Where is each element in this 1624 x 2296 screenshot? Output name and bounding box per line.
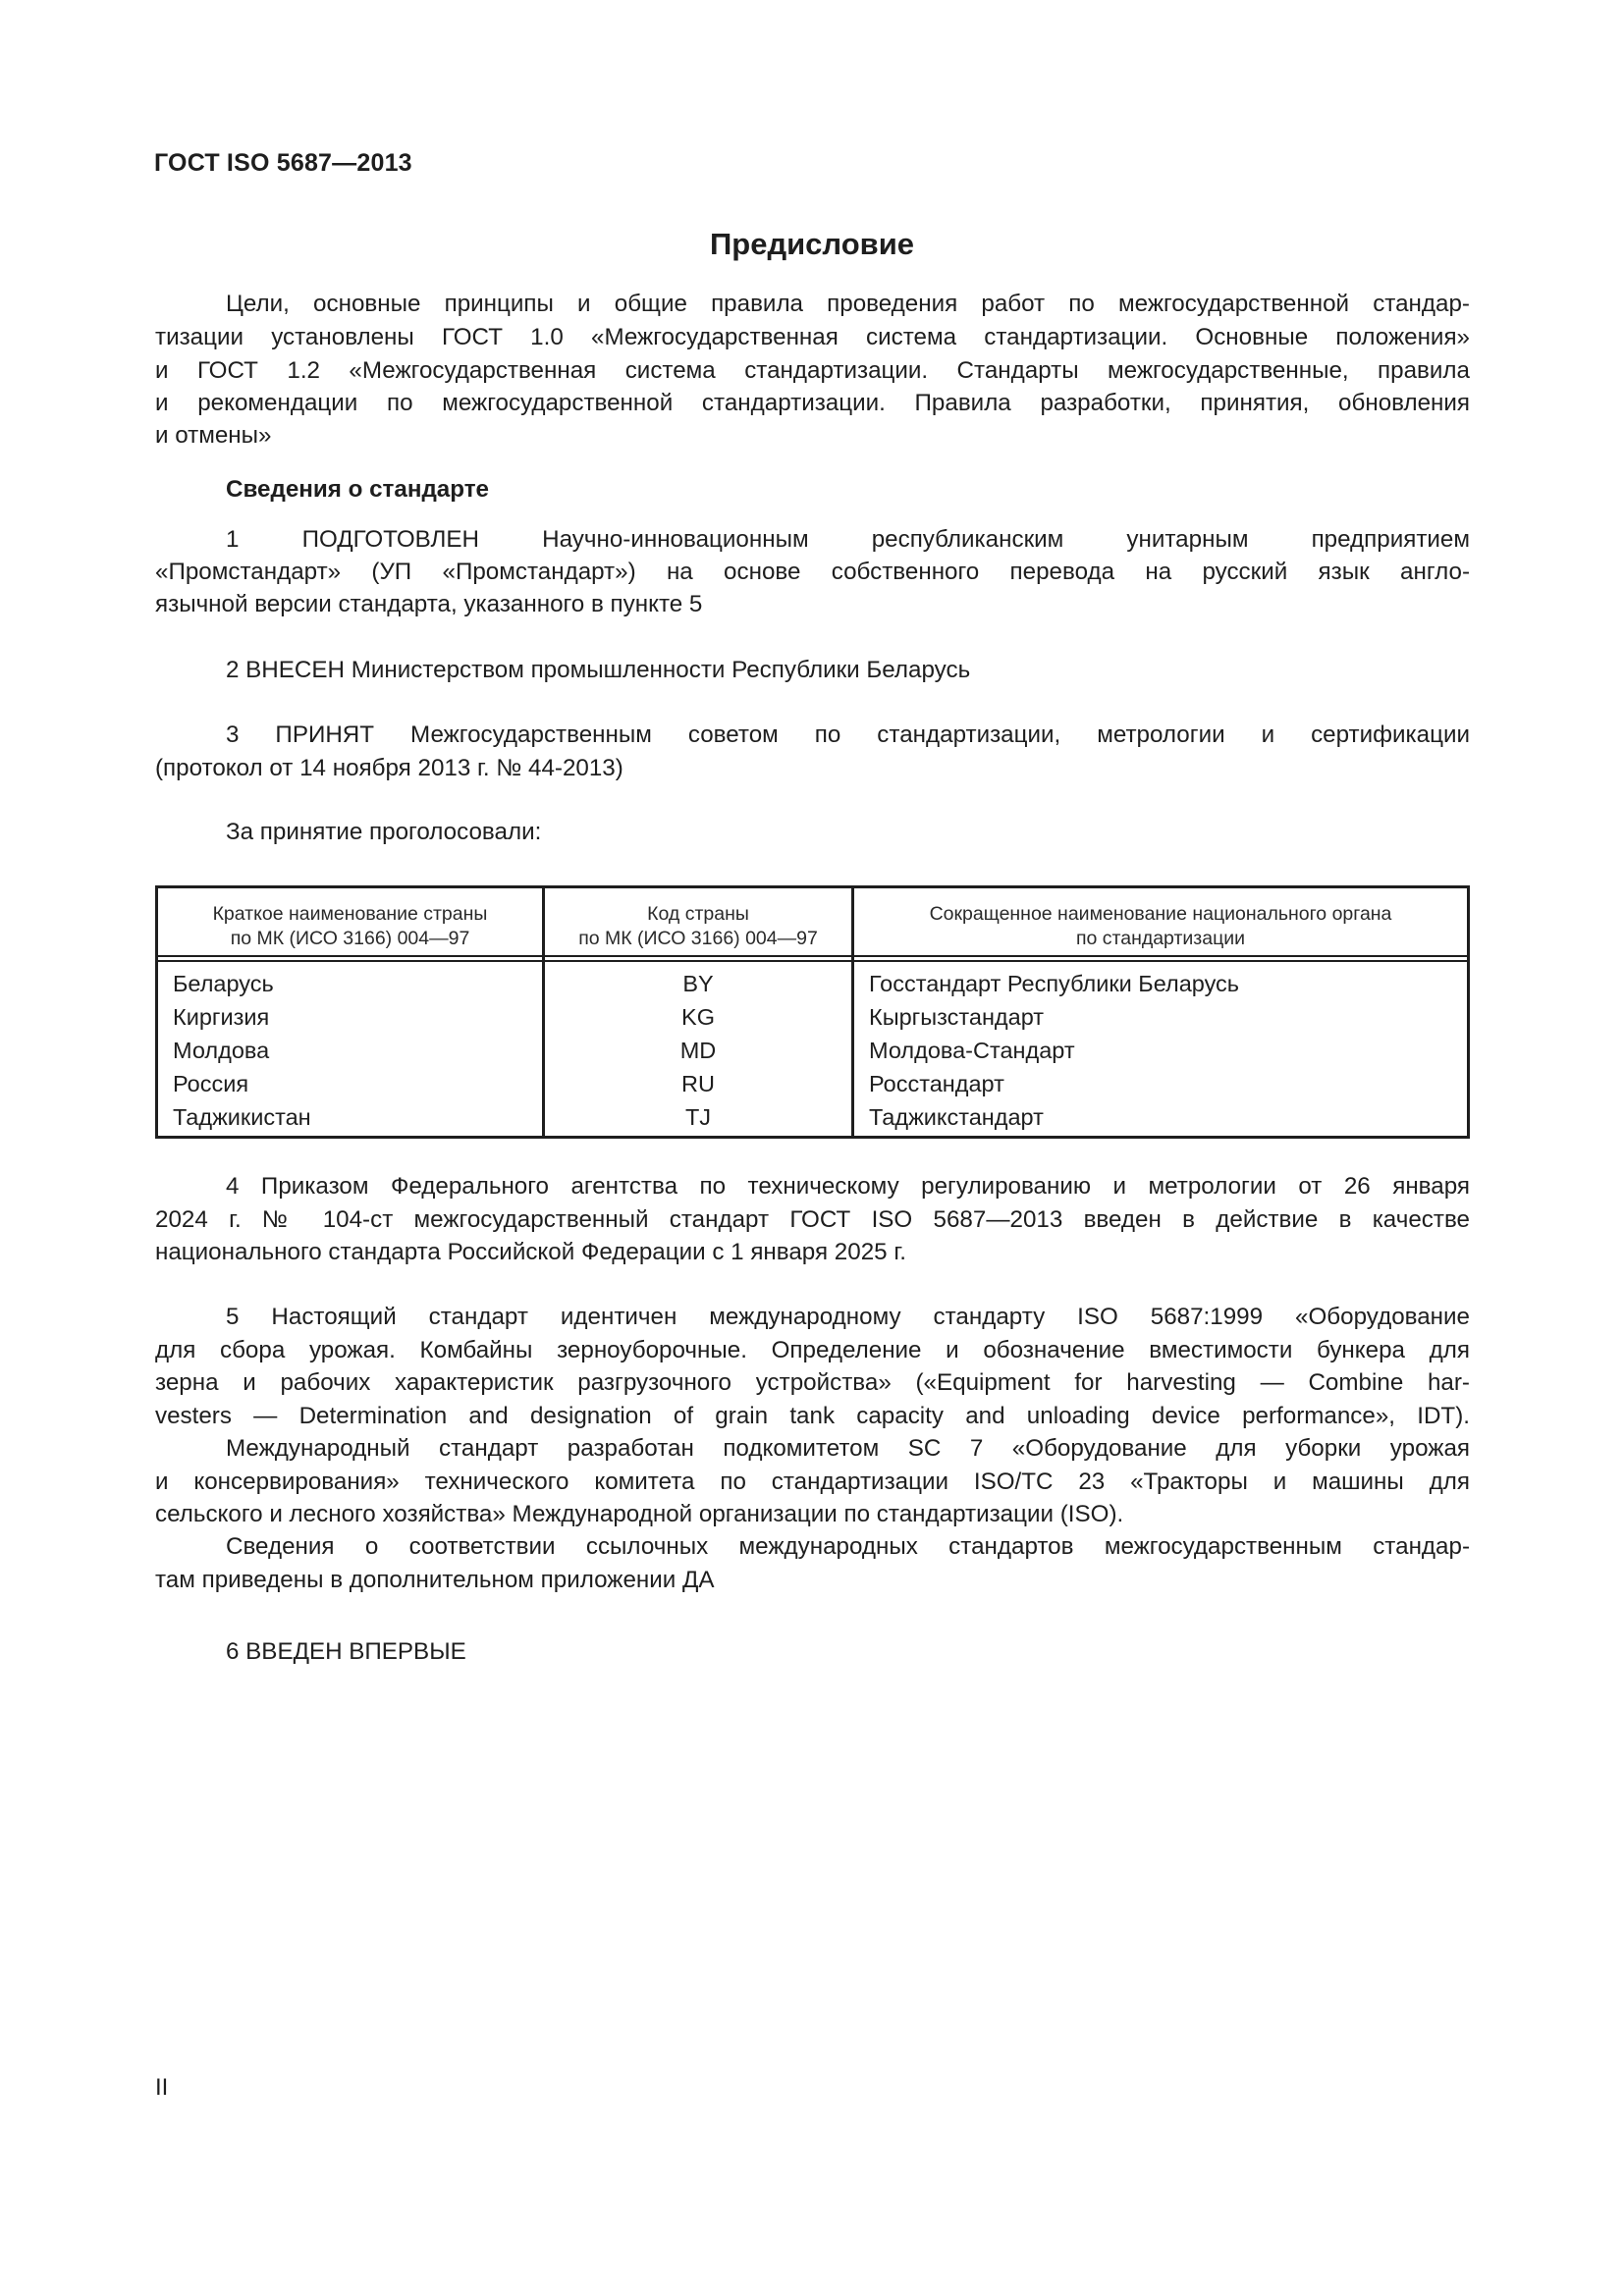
cell-body: Кыргызстандарт <box>869 1004 1045 1030</box>
cell-code: BY <box>682 971 714 996</box>
item-6-paragraph: 6 ВВЕДЕН ВПЕРВЫЕ <box>226 1638 466 1665</box>
cell-body: Госстандарт Республики Беларусь <box>869 971 1240 996</box>
text-line: vesters — Determination and designation of grain tank capacity and unloading device performance», IDT). <box>155 1403 1470 1429</box>
cell-code: RU <box>681 1071 715 1096</box>
text-line: тизации установлены ГОСТ 1.0 «Межгосударственная система стандартизации. Основные положения» <box>155 324 1470 350</box>
cell-body: Молдова-Стандарт <box>869 1038 1075 1063</box>
header-rule <box>158 955 1467 957</box>
text-line: 5 Настоящий стандарт идентичен международному стандарту ISO 5687:1999 «Оборудование <box>226 1304 1470 1330</box>
cell-code: MD <box>679 1038 717 1063</box>
document-code: ГОСТ ISO 5687—2013 <box>154 149 412 177</box>
item-2-paragraph: 2 ВНЕСЕН Министерством промышленности Республики Беларусь <box>226 657 971 683</box>
cell-country: Киргизия <box>173 1004 270 1030</box>
text-line: национального стандарта Российской Федерации с 1 января 2025 г. <box>155 1239 906 1265</box>
text-line: там приведены в дополнительном приложении ДА <box>155 1567 715 1593</box>
cell-code: KG <box>681 1004 715 1030</box>
cell-code: TJ <box>684 1104 712 1130</box>
cell-country: Таджикистан <box>173 1104 311 1130</box>
text-line: Международный стандарт разработан подкомитетом SC 7 «Оборудование для уборки урожая <box>226 1435 1470 1462</box>
cell-body: Росстандарт <box>869 1071 1004 1096</box>
page-number: II <box>155 2074 169 2101</box>
table-header-code: Код страны по МК (ИСО 3166) 004—97 <box>578 903 818 949</box>
cell-body: Таджикстандарт <box>869 1104 1044 1130</box>
page-title: Предисловие <box>709 227 914 261</box>
table-header-body: Сокращенное наименование национального органа по стандартизации <box>929 903 1392 949</box>
text-line: и рекомендации по межгосударственной стандартизации. Правила разработки, принятия, обновления <box>155 390 1470 416</box>
section-heading: Сведения о стандарте <box>226 476 489 503</box>
text-line: и консервирования» технического комитета по стандартизации ISO/TC 23 «Тракторы и машины для <box>155 1468 1470 1495</box>
text-line: 1 ПОДГОТОВЛЕН Научно-инновационным республиканским унитарным предприятием <box>226 526 1470 553</box>
text-line: Сведения о соответствии ссылочных международных стандартов межгосударственным стандар- <box>226 1533 1470 1560</box>
table-header-country: Краткое наименование страны по МК (ИСО 3166) 004—97 <box>212 903 488 949</box>
text-line: зерна и рабочих характеристик разгрузочного устройства» («Equipment for harvesting — Combine har- <box>155 1369 1470 1396</box>
text-line: сельского и лесного хозяйства» Международной организации по стандартизации (ISO). <box>155 1501 1124 1527</box>
text-line: для сбора урожая. Комбайны зерноуборочные. Определение и обозначение вместимости бункера для <box>155 1337 1470 1363</box>
text-line: 3 ПРИНЯТ Межгосударственным советом по стандартизации, метрологии и сертификации <box>226 721 1470 748</box>
cell-country: Беларусь <box>173 971 274 996</box>
text-line: и отмены» <box>155 422 272 449</box>
text-line: (протокол от 14 ноября 2013 г. № 44-2013) <box>155 755 623 781</box>
voting-countries-table <box>155 885 1470 1139</box>
cell-country: Молдова <box>173 1038 270 1063</box>
cell-country: Россия <box>173 1071 249 1096</box>
text-line: 2024 г. № 104-ст межгосударственный стандарт ГОСТ ISO 5687—2013 введен в действие в качестве <box>155 1206 1470 1233</box>
voted-label: За принятие проголосовали: <box>226 819 542 845</box>
text-line: язычной версии стандарта, указанного в пункте 5 <box>155 591 703 617</box>
text-line: 4 Приказом Федерального агентства по техническому регулированию и метрологии от 26 января <box>226 1173 1470 1200</box>
header-rule <box>158 960 1467 962</box>
text-line: «Промстандарт» (УП «Промстандарт») на основе собственного перевода на русский язык англо- <box>155 559 1470 585</box>
text-line: и ГОСТ 1.2 «Межгосударственная система стандартизации. Стандарты межгосударственные, правила <box>155 357 1470 384</box>
text-line: Цели, основные принципы и общие правила проведения работ по межгосударственной стандар- <box>226 291 1470 317</box>
